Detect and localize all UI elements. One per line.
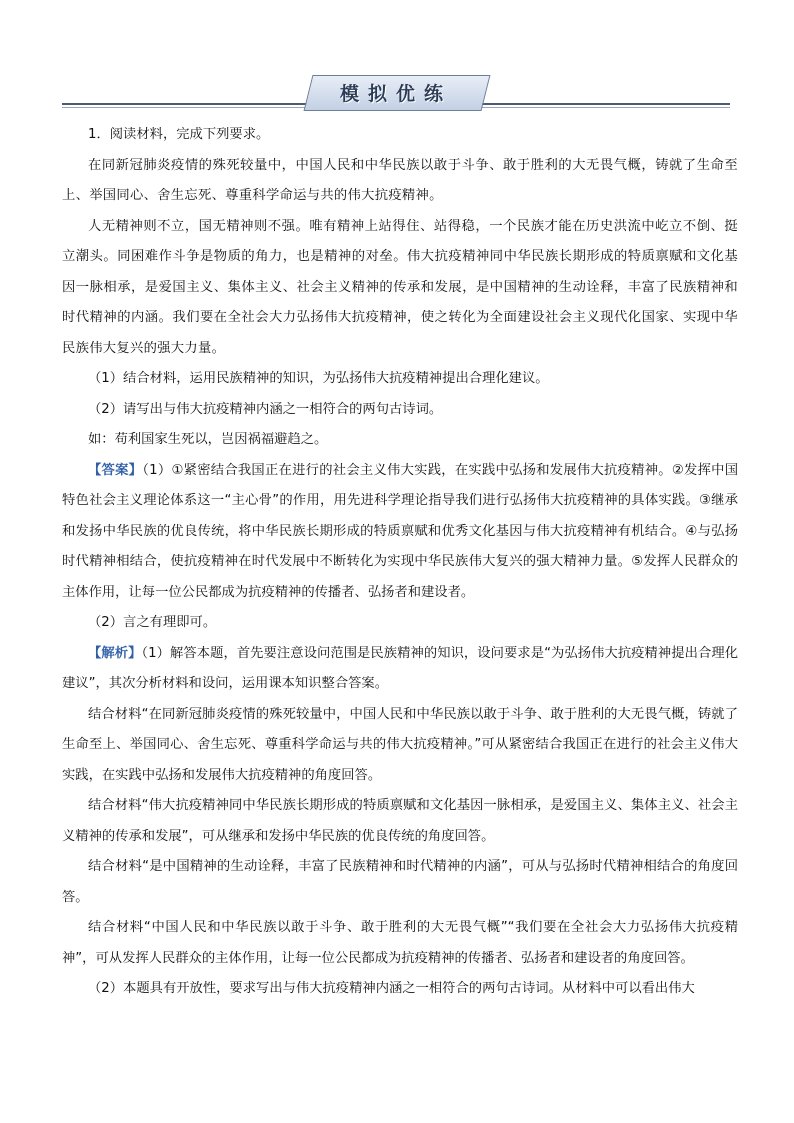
sub-question-1: （1）结合材料，运用民族精神的知识，为弘扬伟大抗疫精神提出合理化建议。 [88,371,549,386]
section-banner [62,75,730,115]
banner-title: 模拟优练 [339,82,452,105]
analysis-paragraph [62,639,738,700]
answer-tag: 【答案】 [88,462,143,478]
answer-paragraph [62,456,738,609]
analysis-paragraph-6: （2）本题具有开放性，要求写出与伟大抗疫精神内涵之一相符合的两句古诗词。从材料中可以看出伟大 [88,981,695,996]
document-body [62,120,738,1005]
example-poem: 如：苟利国家生死以，岂因祸福避趋之。 [88,432,328,447]
material-paragraph-2: 人无精神则不立，国无精神则不强。唯有精神上站得住、站得稳，一个民族才能在历史洪流中屹立不倒、挺立潮头。同困难作斗争是物质的角力，也是精神的对垒。伟大抗疫精神同中华民族长期形成的特质禀赋和文化基因一脉相承，是爱国主义、集体主义、社会主义精神的传承和发展，是中国精神的生动诠释，丰富了民族精神和时代精神的内涵。我们要在全社会大力弘扬伟大抗疫精神，使之转化为全面建设社会主义现代化国家、实现中华民族伟大复兴的强大力量。 [62,218,738,356]
material-paragraph-1: 在同新冠肺炎疫情的殊死较量中，中国人民和中华民族以敢于斗争、敢于胜利的大无畏气概，铸就了生命至上、举国同心、舍生忘死、尊重科学命运与共的伟大抗疫精神。 [62,157,738,203]
question-prompt: 1．阅读材料，完成下列要求。 [88,127,270,142]
analysis-paragraph-4: 结合材料“是中国精神的生动诠释，丰富了民族精神和时代精神的内涵”，可从与弘扬时代精神相结合的角度回答。 [62,859,738,905]
analysis-paragraph-5: 结合材料“中国人民和中华民族以敢于斗争、敢于胜利的大无畏气概”“我们要在全社会大力弘扬伟大抗疫精神”，可从发挥人民群众的主体作用，让每一位公民都成为抗疫精神的传播者、弘扬者和建设者的角度回答。 [62,920,738,966]
answer-part-2: （2）言之有理即可。 [88,615,217,630]
analysis-part-1: （1）解答本题，首先要注意设问范围是民族精神的知识，设问要求是“为弘扬伟大抗疫精神提出合理化建议”，其次分析材料和设问，运用课本知识整合答案。 [62,645,738,691]
sub-question-2: （2）请写出与伟大抗疫精神内涵之一相符合的两句古诗词。 [88,401,443,417]
analysis-tag: 【解析】 [88,645,142,661]
answer-part-1: （1）①紧密结合我国正在进行的社会主义伟大实践，在实践中弘扬和发展伟大抗疫精神。②发挥中国特色社会主义理论体系这一“主心骨”的作用，用先进科学理论指导我们进行弘扬伟大抗疫精神的具体实践。③继承和发扬中华民族的优良传统，将中华民族长期形成的特质禀赋和优秀文化基因与伟大抗疫精神有机结合。④与弘扬时代精神相结合，使抗疫精神在时代发展中不断转化为实现中华民族伟大复兴的强大精神力量。⑤发挥人民群众的主体作用，让每一位公民都成为抗疫精神的传播者、弘扬者和建设者。 [62,462,738,600]
analysis-paragraph-3: 结合材料“伟大抗疫精神同中华民族长期形成的特质禀赋和文化基因一脉相承，是爱国主义、集体主义、社会主义精神的传承和发展”，可从继承和发扬中华民族的优良传统的角度回答。 [62,798,738,844]
analysis-paragraph-2: 结合材料“在同新冠肺炎疫情的殊死较量中，中国人民和中华民族以敢于斗争、敢于胜利的大无畏气概，铸就了生命至上、举国同心、舍生忘死、尊重科学命运与共的伟大抗疫精神。”可从紧密结合我国正在进行的社会主义伟大实践，在实践中弘扬和发展伟大抗疫精神的角度回答。 [62,706,738,783]
